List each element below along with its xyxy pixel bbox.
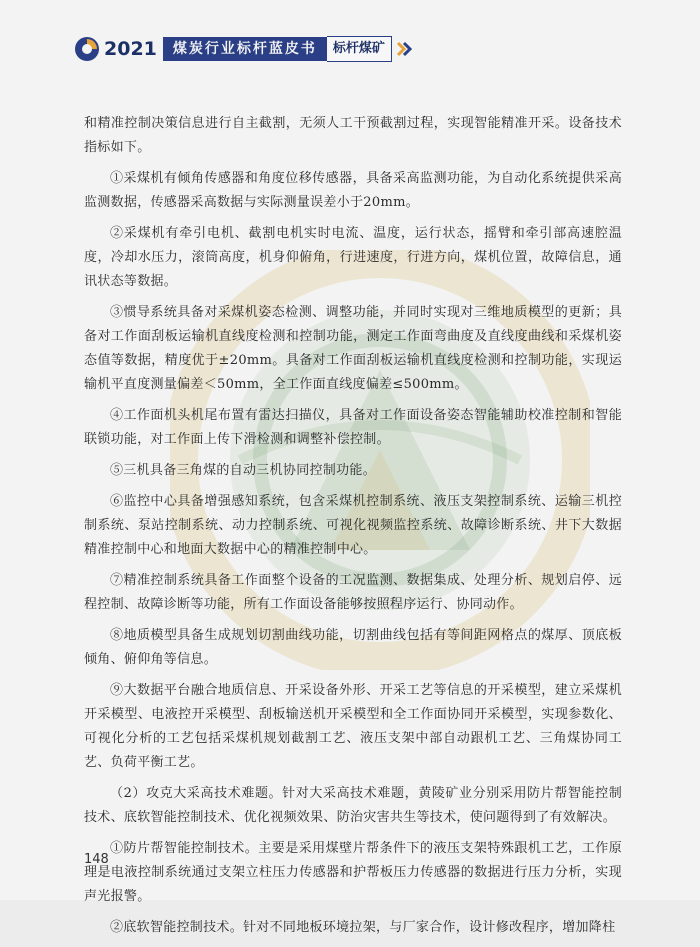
- paragraph: ⑨大数据平台融合地质信息、开采设备外形、开采工艺等信息的开采模型，建立采煤机开采模型、电液控开采模型、刮板输送机开采模型和全工作面协同开采模型，实现参数化、可视化分析的工艺包括采煤机规划截割工艺、液压支架中部自动跟机工艺、三角煤协同工艺、负荷平衡工艺。: [84, 683, 622, 770]
- section-title: 标杆煤矿: [327, 36, 392, 62]
- paragraph: ⑦精准控制系统具备工作面整个设备的工况监测、数据集成、处理分析、规划启停、远程控制、故障诊断等功能，所有工作面设备能够按照程序运行、协同动作。: [84, 573, 622, 612]
- paragraph: ①防片帮智能控制技术。主要是采用煤壁片帮条件下的液压支架特殊跟机工艺，工作原理是电液控制系统通过支架立柱压力传感器和护帮板压力传感器的数据进行压力分析，实现声光报警。: [84, 841, 622, 904]
- paragraph: 和精准控制决策信息进行自主截割，无须人工干预截割过程，实现智能精准开采。设备技术指标如下。: [84, 116, 622, 155]
- paragraph: ④工作面机头机尾布置有雷达扫描仪，具备对工作面设备姿态智能辅助校准控制和智能联锁功能，对工作面上传下滑检测和调整补偿控制。: [84, 408, 622, 447]
- body-text: [84, 112, 622, 947]
- paragraph: ⑧地质模型具备生成规划切割曲线功能，切割曲线包括有等间距网格点的煤厚、顶底板倾角、俯仰角等信息。: [84, 628, 622, 667]
- paragraph: （2）攻克大采高技术难题。针对大采高技术难题，黄陵矿业分别采用防片帮智能控制技术、底软智能控制技术、优化视频效果、防治灾害共生等技术，使问题得到了有效解决。: [84, 786, 622, 825]
- page-number: 148: [84, 852, 109, 867]
- running-header: [74, 36, 413, 62]
- paragraph: ③惯导系统具备对采煤机姿态检测、调整功能，并同时实现对三维地质模型的更新；具备对工作面刮板运输机直线度检测和控制功能，测定工作面弯曲度及直线度曲线和采煤机姿态值等数据，精度优于±20mm。具备对工作面刮板运输机直线度检测和控制功能，实现运输机平直度测量偏差＜50mm，全工作面直线度偏差≤500mm。: [84, 305, 622, 392]
- paragraph: ⑤三机具备三角煤的自动三机协同控制功能。: [110, 463, 377, 478]
- paragraph: ①采煤机有倾角传感器和角度位移传感器，具备采高监测功能，为自动化系统提供采高监测数据，传感器采高数据与实际测量误差小于20mm。: [84, 171, 622, 210]
- circle-logo-icon: [74, 36, 100, 62]
- paragraph: ②底软智能控制技术。针对不同地板环境拉架，与厂家合作，设计修改程序，增加降柱: [110, 920, 616, 935]
- book-year: 2021: [104, 38, 157, 60]
- paragraph: ⑥监控中心具备增强感知系统，包含采煤机控制系统、液压支架控制系统、运输三机控制系统、泵站控制系统、动力控制系统、可视化视频监控系统、故障诊断系统、井下大数据精准控制中心和地面大数据中心的精准控制中心。: [84, 494, 622, 557]
- book-title: 煤炭行业标杆蓝皮书: [163, 37, 327, 61]
- paragraph: ②采煤机有牵引电机、截割电机实时电流、温度，运行状态，摇臂和牵引部高速腔温度，冷却水压力，滚筒高度，机身仰俯角，行进速度，行进方向，煤机位置，故障信息，通讯状态等数据。: [84, 226, 622, 289]
- double-chevron-icon: [395, 40, 413, 58]
